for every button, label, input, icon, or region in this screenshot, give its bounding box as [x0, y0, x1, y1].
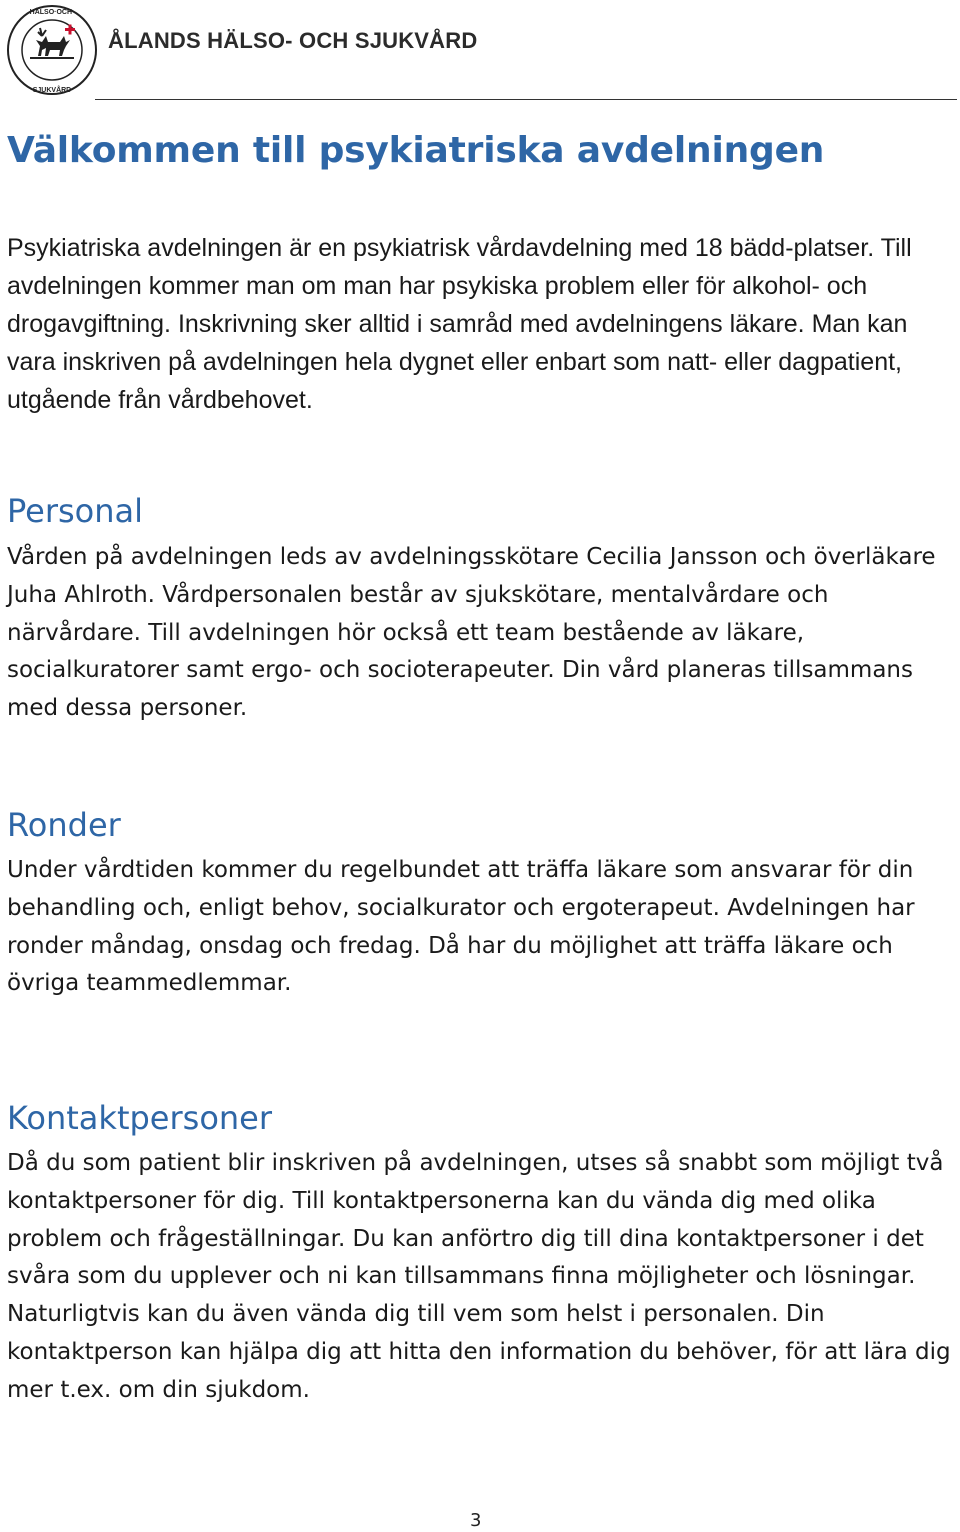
section-text-kontaktpersoner: Då du som patient blir inskriven på avdelningen, utses så snabbt som möjligt två kontaktpersoner för dig. Till kontaktpersonerna kan du vända dig med olika problem och frågeställningar. Du kan anförtro dig till dina kontaktpersoner i det svåra som du upplever och ni kan tillsammans finna möjligheter och lösningar. Naturligtvis kan du även vända dig till vem som helst i personalen. Din kontaktperson kan hjälpa dig att hitta den information du behöver, för att lära dig mer t.ex. om din sjukdom.: [7, 1150, 951, 1403]
section-text-personal: Vården på avdelningen leds av avdelningsskötare Cecilia Jansson och överläkare Juha Ahlroth. Vårdpersonalen består av sjukskötare, mentalvårdare och närvårdare. Till avdelningen hör också ett team bestående av läkare, socialkuratorer samt ergo- och socioterapeuter. Din vård planeras tillsammans med dessa personer.: [7, 544, 936, 722]
organization-logo: [2, 0, 102, 96]
page-number: 3: [470, 1510, 482, 1531]
section-heading-personal: Personal: [7, 492, 144, 530]
section-heading-kontaktpersoner: Kontaktpersoner: [7, 1099, 273, 1137]
svg-text:HÄLSO·OCH·: HÄLSO·OCH·: [29, 9, 75, 16]
intro-paragraph: Psykiatriska avdelningen är en psykiatrisk vårdavdelning med 18 bädd-platser. Till avdelningen kommer man om man har psykiska problem eller för alkohol- och drogavgiftning. Inskrivning sker alltid i samråd med avdelningens läkare. Man kan vara inskriven på avdelningen hela dygnet eller enbart som natt- eller dagpatient, utgående från vårdbehovet.: [7, 234, 912, 414]
header-divider: [95, 99, 957, 100]
page-header: [0, 0, 960, 100]
organization-name: ÅLANDS HÄLSO- OCH SJUKVÅRD: [108, 28, 478, 53]
svg-text:SJUKVÅRD: SJUKVÅRD: [32, 87, 72, 94]
section-text-ronder: Under vårdtiden kommer du regelbundet att träffa läkare som ansvarar för din behandling och, enligt behov, socialkurator och ergoterapeut. Avdelningen har ronder måndag, onsdag och fredag. Då har du möjlighet att träffa läkare och övriga teammedlemmar.: [7, 857, 915, 997]
seal-icon: [2, 0, 102, 96]
section-heading-ronder: Ronder: [7, 806, 121, 844]
page-title: Välkommen till psykiatriska avdelningen: [7, 130, 825, 171]
